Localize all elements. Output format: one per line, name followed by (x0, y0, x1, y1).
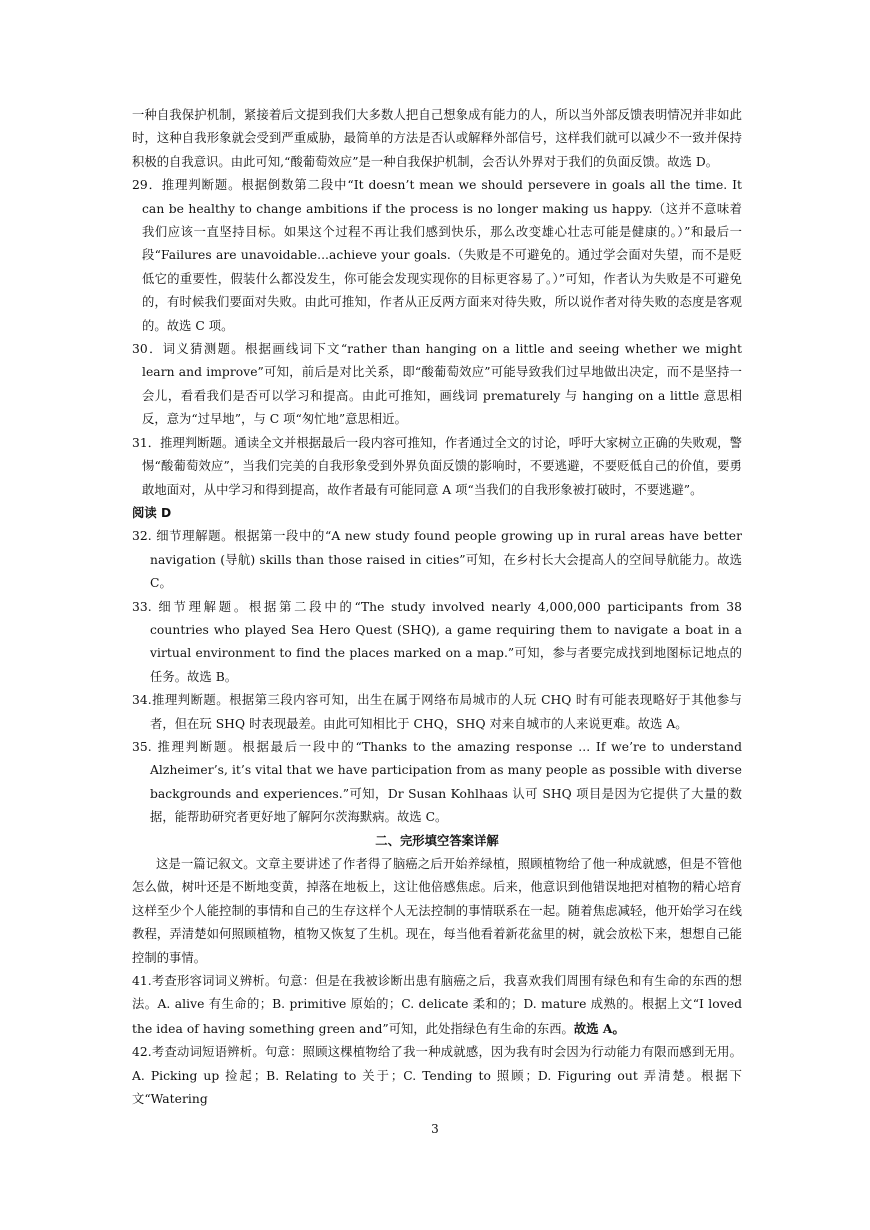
section-d-heading: 阅读 D (132, 505, 172, 520)
answer-explanations (132, 104, 742, 1111)
item-41-text: 41.考查形容词词义辨析。句意：但是在我被诊断出患有脑癌之后，我喜欢我们周围有绿色和有生命的东西的想法。A. alive 有生命的；B. primitive 原始的；C. delicate 柔和的；D. mature 成熟的。根据上文“I loved the idea of having something green and”可知，此处指绿色有生命的东西。 (132, 974, 742, 1036)
cloze-heading: 二、完形填空答案详解 (375, 833, 499, 848)
page-number: 3 (431, 1122, 439, 1136)
intro-paragraph: 一种自我保护机制，紧接着后文提到我们大多数人把自己想象成有能力的人，所以当外部反馈表明情况并非如此时，这种自我形象就会受到严重威胁，最简单的方法是否认或解释外部信号，这样我们就可以减少不一致并保持积极的自我意识。由此可知,“酸葡萄效应”是一种自我保护机制，会否认外界对于我们的负面反馈。故选 D。 (132, 108, 742, 169)
item-32: 32. 细节理解题。根据第一段中的“A new study found people growing up in rural areas have better navigation (导航) skills than those raised in cities”可知，在乡村长大会提高人的空间导航能力。故选 C。 (132, 529, 742, 591)
item-42: 42.考查动词短语辨析。句意：照顾这棵植物给了我一种成就感，因为我有时会因为行动能力有限而感到无用。A. Picking up 捡起；B. Relating to 关于；C. Tending to 照顾；D. Figuring out 弄清楚。根据下文“Watering (132, 1045, 742, 1107)
item-31: 31．推理判断题。通读全文并根据最后一段内容可推知，作者通过全文的讨论，呼吁大家树立正确的失败观，警惕“酸葡萄效应”，当我们完美的自我形象受到外界负面反馈的影响时，不要逃避，不要贬低自己的价值，要勇敢地面对，从中学习和得到提高，故作者最有可能同意 A 项“当我们的自我形象被打破时，不要逃避”。 (132, 435, 742, 497)
item-34: 34.推理判断题。根据第三段内容可知，出生在属于网络布局城市的人玩 CHQ 时有可能表现略好于其他参与者，但在玩 SHQ 时表现最差。由此可知相比于 CHQ，SHQ 对来自城市的人来说更难。故选 A。 (132, 693, 742, 731)
item-35: 35. 推理判断题。根据最后一段中的“Thanks to the amazing response ... If we’re to understand Alzheimer’s, it’s vital that we have participation from as many people as possible with diverse backgrounds and experiences.”可知，Dr Susan Kohlhaas 认可 SHQ 项目是因为它提供了大量的数据，能帮助研究者更好地了解阿尔茨海默病。故选 C。 (132, 739, 742, 825)
item-33: 33. 细节理解题。根据第二段中的“The study involved nearly 4,000,000 participants from 38 countries who played Sea Hero Quest (SHQ), a game requiring them to navigate a boat in a virtual environment to find the places marked on a map.”可知，参与者要完成找到地图标记地点的任务。故选 B。 (132, 599, 742, 684)
item-30: 30．词义猜测题。根据画线词下文“rather than hanging on a little and seeing whether we might learn and improve”可知，前后是对比关系，即“酸葡萄效应”可能导致我们过早地做出决定，而不是坚持一会儿，看看我们是否可以学习和提高。由此可推知，画线词 prematurely 与 hanging on a little 意思相反，意为“过早地”，与 C 项“匆忙地”意思相近。 (132, 342, 742, 427)
item-41 (132, 970, 742, 1041)
item-29: 29．推理判断题。根据倒数第二段中“It doesn’t mean we should persevere in goals all the time. It can be healthy to change ambitions if the process is no longer making us happy.（这并不意味着我们应该一直坚持目标。如果这个过程不再让我们感到快乐，那么改变雄心壮志可能是健康的。）”和最后一段“Failures are unavoidable...achieve your goals.（失败是不可避免的。通过学会面对失望，而不是贬低它的重要性，假装什么都没发生，你可能会发现实现你的目标更容易了。）”可知，作者认为失败是不可避免的，有时候我们要面对失败。由此可推知，作者从正反两方面来对待失败，所以说作者对待失败的态度是客观的。故选 C 项。 (132, 178, 742, 333)
cloze-intro: 这是一篇记叙文。文章主要讲述了作者得了脑癌之后开始养绿植，照顾植物给了他一种成就感，但是不管他怎么做，树叶还是不断地变黄，掉落在地板上，这让他倍感焦虑。后来，他意识到他错误地把对植物的精心培育这样至少个人能控制的事情和自己的生存这样个人无法控制的事情联系在一起。随着焦虑减轻，他开始学习在线教程，弄清楚如何照顾植物，植物又恢复了生机。现在，每当他看着新花盆里的树，就会放松下来，想想自己能控制的事情。 (132, 857, 742, 965)
item-41-answer: 故选 A。 (573, 1020, 625, 1036)
